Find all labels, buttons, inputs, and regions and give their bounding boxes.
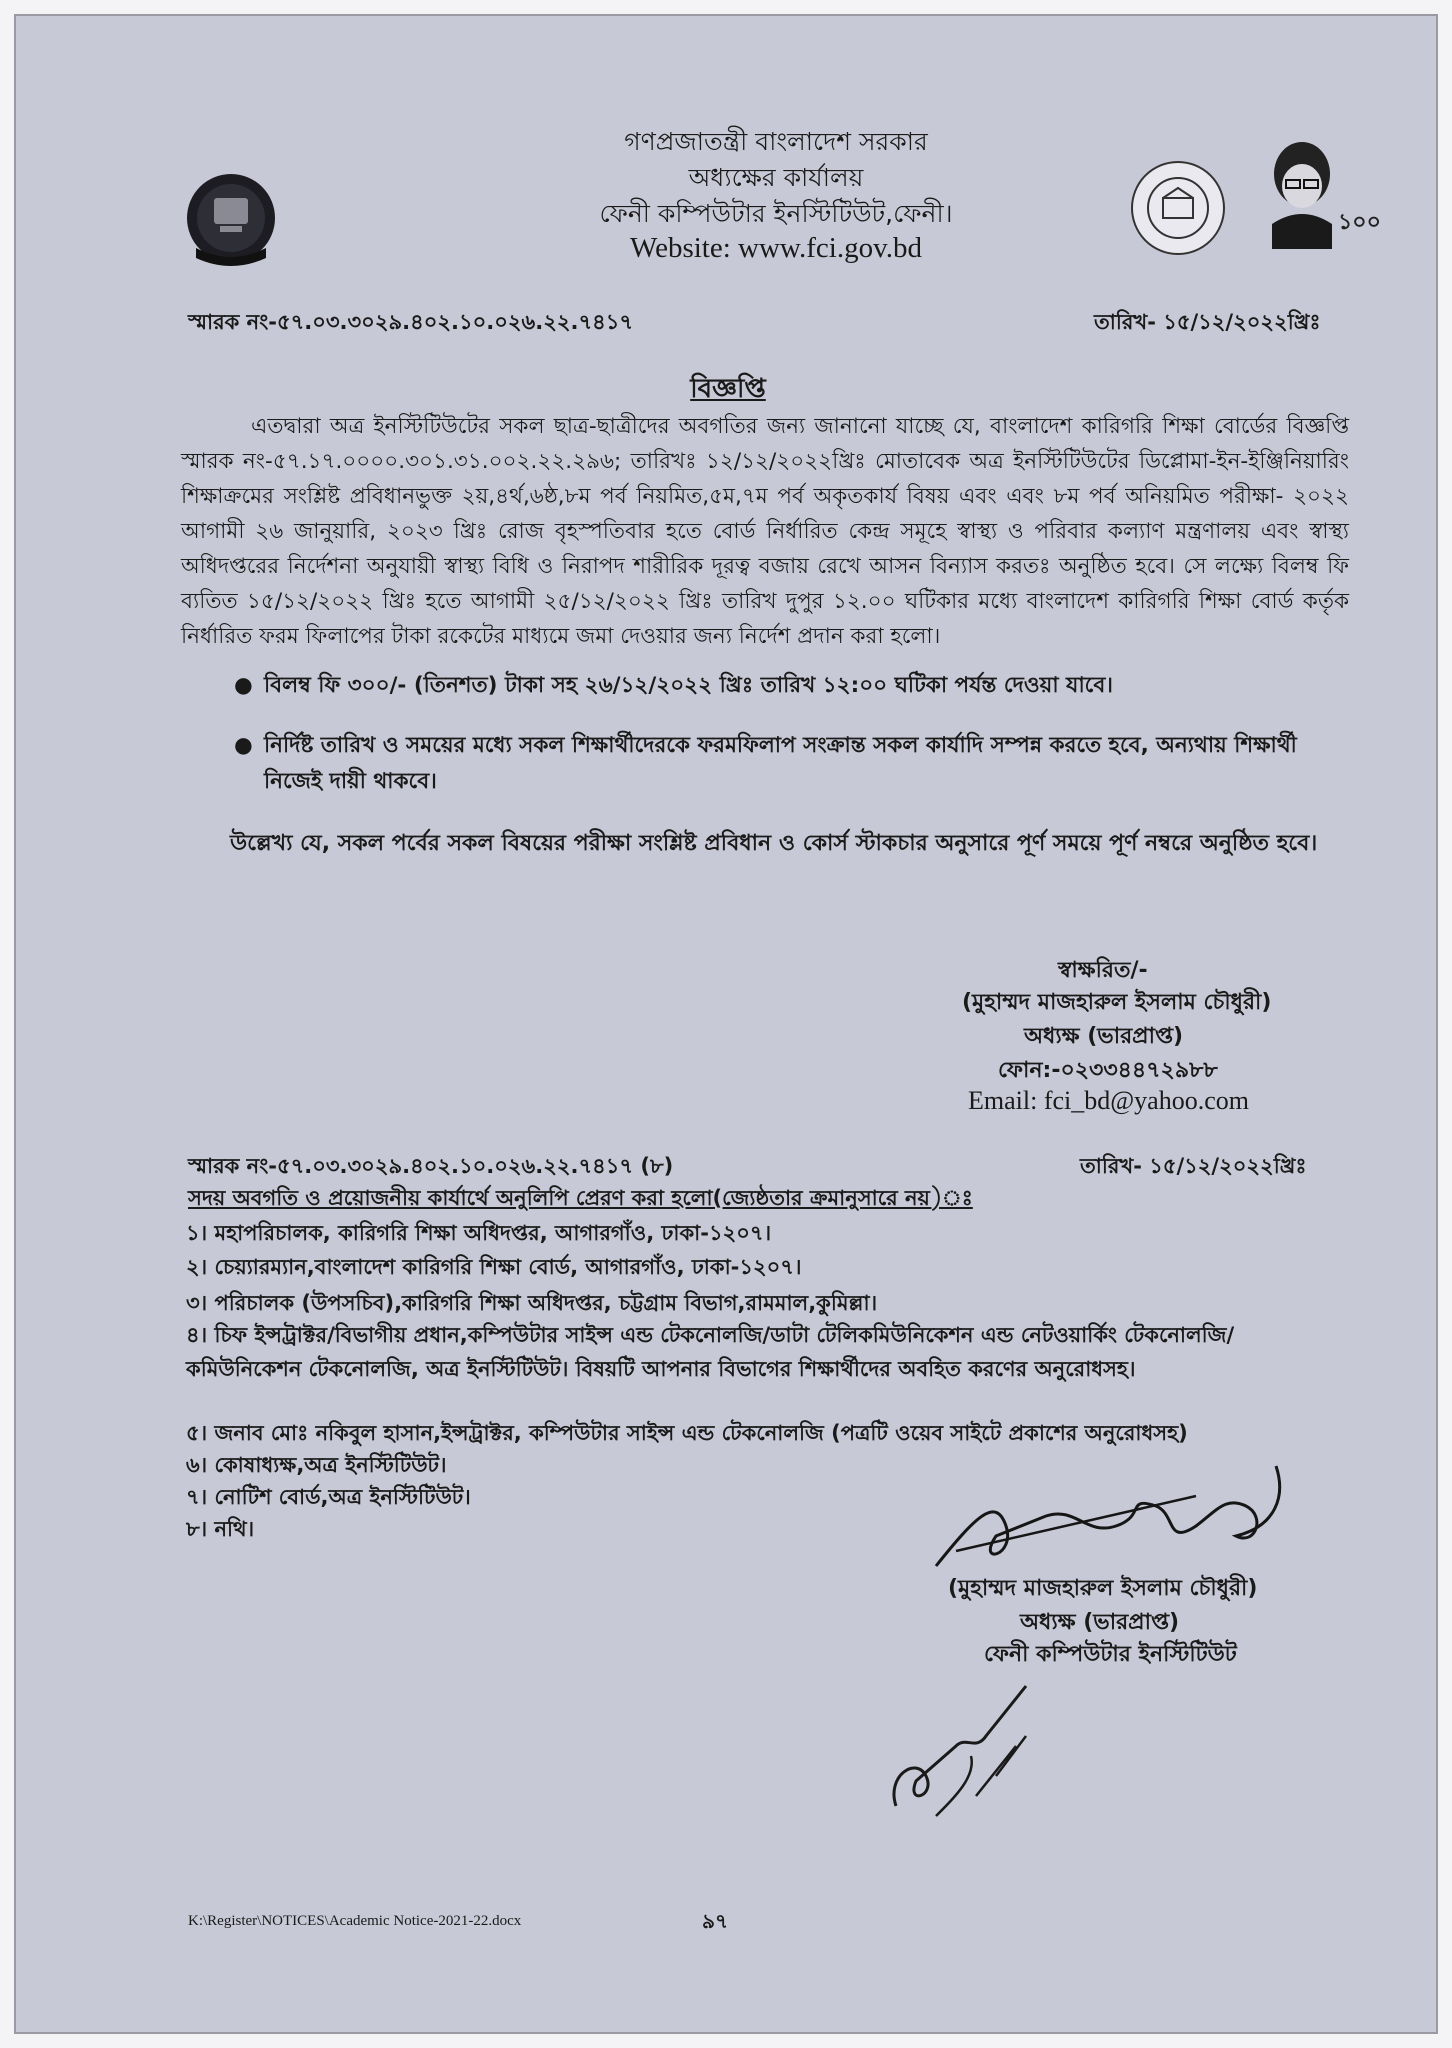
dist-item: ৪। চিফ ইন্সট্রাক্টর/বিভাগীয় প্রধান,কম্পিউটার সাইন্স এন্ড টেকনোলজি/ডাটা টেলিকমিউনিকেশন এন্ড নেটওয়ার্কিং টেকনোলজি/কমিউনিকেশন টেকনোলজি, অত্র ইনস্টিটিউট। বিষয়টি আপনার বিভাগের শিক্ষার্থীদের অবহিত করণের অনুরোধসহ।: [186, 1323, 1235, 1381]
signatory2-office: ফেনী কম্পিউটার ইনস্টিটিউট: [984, 1642, 1237, 1667]
dist-item: ২। চেয়্যারম্যান,বাংলাদেশ কারিগরি শিক্ষা বোর্ড, আগারগাঁও, ঢাকা-১২০৭।: [186, 1255, 802, 1279]
notice-title: বিজ্ঞপ্তি: [690, 374, 766, 404]
dist-item: ৬। কোষাধ্যক্ষ,অত্র ইনস্টিটিউট।: [186, 1453, 447, 1477]
dist-item: ১। মহাপরিচালক, কারিগরি শিক্ষা অধিদপ্তর, আগারগাঁও, ঢাকা-১২০৭।: [186, 1221, 772, 1245]
bullet-item: [234, 728, 1354, 800]
handwritten-signature: [916, 1456, 1296, 1586]
seal-emblem: [1118, 158, 1238, 258]
page-number: ৯৭: [702, 1909, 728, 1933]
signatory2-designation: অধ্যক্ষ (ভারপ্রাপ্ত): [1020, 1610, 1180, 1635]
dist-memo-number: স্মারক নং-৫৭.০৩.৩০২৯.৪০২.১০.০২৬.২২.৭৪১৭ (৮): [188, 1154, 674, 1178]
dist-item: ৭। নোটিশ বোর্ড,অত্র ইনস্টিটিউট।: [186, 1485, 471, 1509]
dist-item: ৮। নথি।: [186, 1517, 255, 1541]
bullet-text: নির্দিষ্ট তারিখ ও সময়ের মধ্যে সকল শিক্ষার্থীদেরকে ফরমফিলাপ সংক্রান্ত সকল কার্যাদি সম্পন্ন করতে হবে, অন্যথায় শিক্ষার্থী নিজেই দায়ী থাকবে।: [264, 733, 1297, 794]
bullet-dot: ●: [234, 673, 253, 698]
office-name: অধ্যক্ষের কার্যালয়: [688, 163, 864, 192]
notice-note: উল্লেখ্য যে, সকল পর্বের সকল বিষয়ের পরীক্ষা সংশ্লিষ্ট প্রবিধান ও কোর্স স্টাকচার অনুসারে পূর্ণ সময়ে পূর্ণ নম্বরে অনুষ্ঠিত হবে।: [230, 831, 1318, 856]
govt-name: গণপ্রজাতন্ত্রী বাংলাদেশ সরকার: [624, 127, 928, 156]
institute-logo: [176, 166, 286, 276]
dist-date: তারিখ- ১৫/১২/২০২২খ্রিঃ: [1080, 1154, 1307, 1178]
initial-scribble: [876, 1656, 1046, 1826]
bullet-item: [234, 668, 1354, 704]
signatory-email: Email: fci_bd@yahoo.com: [968, 1086, 1249, 1115]
signatory-name: (মুহাম্মদ মাজহারুল ইসলাম চৌধুরী): [962, 990, 1272, 1015]
bullet-text: বিলম্ব ফি ৩০০/- (তিনশত) টাকা সহ ২৬/১২/২০২২ খ্রিঃ তারিখ ১২:০০ ঘটিকা পর্যন্ত দেওয়া যাবে।: [264, 673, 1113, 698]
memo-number: স্মারক নং-৫৭.০৩.৩০২৯.৪০২.১০.০২৬.২২.৭৪১৭: [188, 310, 634, 334]
file-path: K:\Register\NOTICES\Academic Notice-2021-22.docx: [188, 1913, 522, 1929]
notice-body: [181, 409, 1349, 654]
signatory2-name: (মুহাম্মদ মাজহারুল ইসলাম চৌধুরী): [948, 1576, 1258, 1601]
signatory-phone: ফোন:-০২৩৩৪৪৭২৯৮৮: [998, 1058, 1218, 1083]
svg-text:১০০: ১০০: [1338, 209, 1381, 234]
dist-heading: সদয় অবগতি ও প্রয়োজনীয় কার্যার্থে অনুলিপি প্রেরণ করা হলো(জ্যেষ্ঠতার ক্রমানুসারে নয়)ঃ: [188, 1186, 973, 1210]
website: Website: www.fci.gov.bd: [630, 232, 922, 264]
signatory-designation: অধ্যক্ষ (ভারপ্রাপ্ত): [1024, 1024, 1184, 1049]
institute-name: ফেনী কম্পিউটার ইনস্টিটিউট,ফেনী।: [599, 199, 953, 228]
memo-date: তারিখ- ১৫/১২/২০২২খ্রিঃ: [1094, 310, 1321, 334]
dist-item: ৫। জনাব মোঃ নকিবুল হাসান,ইন্সট্রাক্টর, কম্পিউটার সাইন্স এন্ড টেকনোলজি (পত্রটি ওয়েব সাইটে প্রকাশের অনুরোধসহ): [186, 1421, 1188, 1445]
notice-body-text: এতদ্বারা অত্র ইনস্টিটিউটের সকল ছাত্র-ছাত্রীদের অবগতির জন্য জানানো যাচ্ছে যে, বাংলাদেশ কারিগরি শিক্ষা বোর্ডের বিজ্ঞপ্তি স্মারক নং-৫৭.১৭.০০০০.৩০১.৩১.০০২.২২.২৯৬; তারিখঃ ১২/১২/২০২২খ্রিঃ মোতাবেক অত্র ইনস্টিটিউটের ডিপ্লোমা-ইন-ইঞ্জিনিয়ারিং শিক্ষাক্রমের সংশ্লিষ্ট প্রবিধানভুক্ত ২য়,৪র্থ,৬ষ্ঠ,৮ম পর্ব নিয়মিত,৫ম,৭ম পর্ব অকৃতকার্য বিষয় এবং এবং ৮ম পর্ব অনিয়মিত পরীক্ষা- ২০২২ আগামী ২৬ জানুয়ারি, ২০২৩ খ্রিঃ রোজ বৃহস্পতিবার হতে বোর্ড নির্ধারিত কেন্দ্র সমূহে স্বাস্থ্য ও পরিবার কল্যাণ মন্ত্রণালয় এবং স্বাস্থ্য অধিদপ্তরের নির্দেশনা অনুযায়ী স্বাস্থ্য বিধি ও নিরাপদ শারীরিক দূরত্ব বজায় রেখে আসন বিন্যাস করতঃ অনুষ্ঠিত হবে। সে লক্ষ্যে বিলম্ব ফি ব্যতিত ১৫/১২/২০২২ খ্রিঃ হতে আগামী ২৫/১২/২০২২ খ্রিঃ তারিখ দুপুর ১২.০০ ঘটিকার মধ্যে বাংলাদেশ কারিগরি শিক্ষা বোর্ড কর্তৃক নির্ধারিত ফরম ফিলাপের টাকা রকেটের মাধ্যমে জমা দেওয়ার জন্য নির্দেশ প্রদান করা হলো।: [181, 414, 1349, 649]
signed-label: স্বাক্ষরিত/-: [1058, 958, 1148, 983]
notice-page: [14, 14, 1438, 2034]
dist-item: ৩। পরিচালক (উপসচিব),কারিগরি শিক্ষা অধিদপ্তর, চট্টগ্রাম বিভাগ,রামমাল,কুমিল্লা।: [186, 1291, 878, 1315]
mujib-borsho-logo: [1242, 134, 1402, 254]
bullet-dot: ●: [234, 733, 253, 758]
